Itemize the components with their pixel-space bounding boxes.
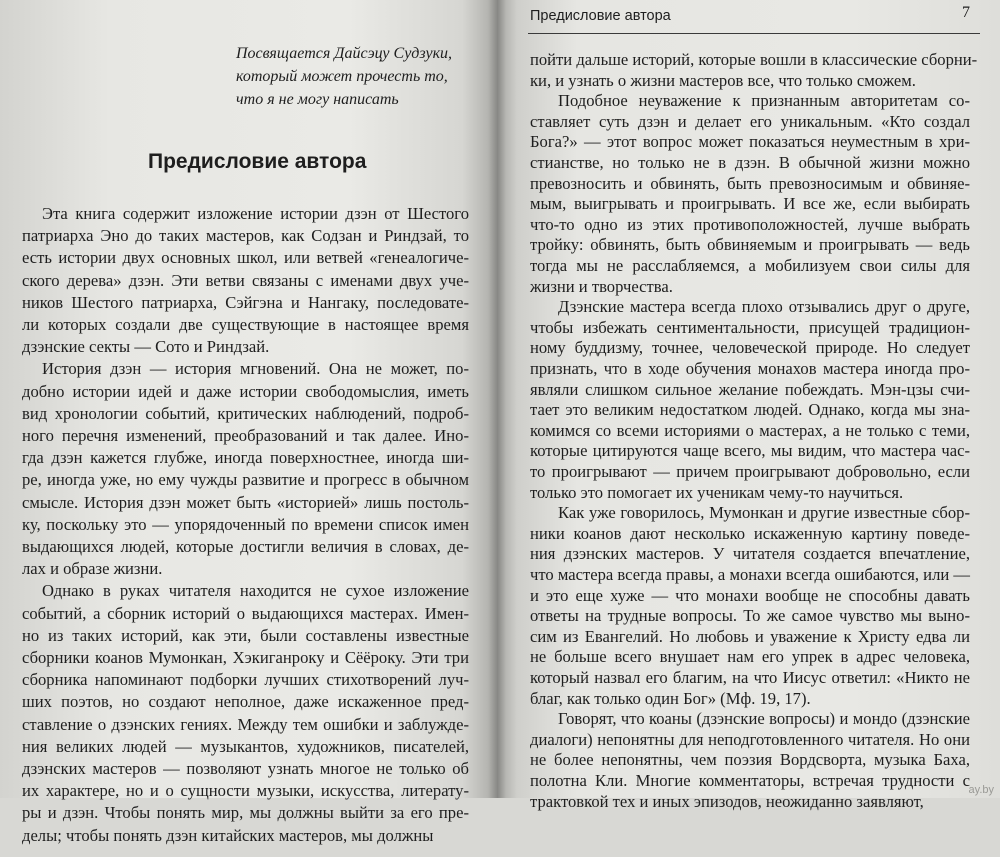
right-body-text <box>530 49 978 821</box>
text-line: ки, и узнать о жизни мастеров все, что только сможем. <box>530 70 916 90</box>
text-line: что-то одно из этих противоположностей, лучше выбрать <box>530 214 970 234</box>
chapter-title: Предисловие автора <box>148 150 367 173</box>
text-line: История дзэн — история мгновений. Она не может, по- <box>42 359 469 379</box>
text-line: благ, как только один Бог» (Мф. 19, 17). <box>530 688 811 708</box>
text-line: Как уже говорилось, Мумонкан и другие известные сбор- <box>558 503 970 523</box>
text-line: мым, выигрывать и проигрывать. И все же, если выбирать <box>530 194 970 214</box>
text-line: являли слишком сильное желание побеждать. Мэн-цзы счи- <box>530 379 970 399</box>
text-line: только это помогает их ученикам чему-то научиться. <box>530 482 904 502</box>
text-line: жизни и творчества. <box>530 276 673 296</box>
text-line: который назвал его благим, на что Иисус ответил: «Никто не <box>530 668 970 687</box>
text-line: лах и образе жизни. <box>22 559 163 579</box>
text-line: ли которых создали две существующие в настоящее время <box>22 315 469 334</box>
text-line: ку, поскольку это — упорядоченный по времени список имен <box>22 514 469 534</box>
text-line: событий, а сборник историй о выдающихся мастерах. Имен- <box>22 603 469 623</box>
text-line: пойти дальше историй, которые вошли в классические сборни- <box>530 50 978 69</box>
dedication-line: который может прочесть то, <box>236 68 448 85</box>
text-line: превозносить и обвинять, быть превозносимым и обвиняе- <box>530 173 970 193</box>
header-rule <box>528 33 980 34</box>
text-line: добно истории идей и даже истории свободомыслия, иметь <box>22 381 469 401</box>
left-page <box>0 0 497 845</box>
text-line: тройку: обвинять, быть обвиняемым и проигрывать — ведь <box>530 235 970 255</box>
text-line: их характере, но и о сущности музыки, искусства, литерату- <box>22 781 469 801</box>
text-line: сборника напоминают подборки лучших стихотворений луч- <box>22 670 469 690</box>
text-line: сборники коанов Мумонкан, Хэкиганроку и Сёёроку. Эти три <box>22 648 469 667</box>
text-line: ного перечня изменений, преобразований и так далее. Ино- <box>22 426 469 445</box>
text-line: и это еще хуже — что монахи вообще не способны давать <box>530 585 970 605</box>
text-line: ному буддизму, точнее, человеческой природе. Но следует <box>530 338 970 358</box>
text-line: признать, что в ходе обучения монахов мастера иногда про- <box>530 359 970 378</box>
text-line: ры и дзэн. Чтобы понять мир, мы должны выйти за его пре- <box>22 803 469 823</box>
left-body-text <box>22 203 469 857</box>
text-line: ре, иногда уже, но ему чужды развитие и прогресс в обычном <box>22 470 469 490</box>
text-line: стианстве, но только не в дзэн. В обычной жизни можно <box>530 153 970 172</box>
text-line: Однако в руках читателя находится не сухое изложение <box>42 581 469 601</box>
text-line: смысле. История дзэн может быть «историей» лишь постоль- <box>22 492 469 512</box>
dedication-line: Посвящается Дайсэцу Судзуки, <box>236 45 453 62</box>
text-line: чтобы избежать сентиментальности, присущей традицион- <box>530 317 970 337</box>
text-line: Говорят, что коаны (дзэнские вопросы) и мондо (дзэнские <box>558 709 970 729</box>
text-line: ставляет суть дзэн и делает его уникальным. «Кто создал <box>530 111 970 131</box>
text-line: дзэнских мастеров — позволяют узнать многое не только об <box>22 759 469 778</box>
text-line: трактовкой тех и иных эпизодов, неожиданно заявляют, <box>530 791 924 811</box>
dedication-line: что я не могу написать <box>236 91 399 108</box>
text-line: ответы на трудные вопросы. То же самое чувство мы выно- <box>530 606 970 626</box>
text-line: ников Шестого патриарха, Сэйгэна и Нангаку, последовате- <box>22 292 469 312</box>
text-line: диалоги) непонятны для неподготовленного читателя. Но они <box>530 729 970 749</box>
text-line: Дзэнские мастера всегда плохо отзывались друг о друге, <box>558 297 970 317</box>
text-line: полотна Кли. Многие комментаторы, встречая трудности с <box>530 771 970 790</box>
text-line: то проигрывают — причем проигрывают добровольно, если <box>530 462 970 481</box>
text-line: тогда мы не расслабляемся, а мобилизуем свои силы для <box>530 256 970 275</box>
text-line: ния дзэнских мастеров. У читателя создается впечатление, <box>530 544 970 564</box>
text-line: которые цитируются чаще всего, мы видим, что мастера час- <box>530 441 970 461</box>
text-line: есть истории двух основных школ, или ветвей «генеалогиче- <box>22 248 469 268</box>
text-line: ского дерева» дзэн. Эти ветви связаны с именами двух уче- <box>22 270 469 290</box>
text-line: не более непонятны, чем поэзия Вордсворта, музыка Баха, <box>530 750 970 770</box>
text-line: не больше всего внушает нам его упрек в адрес человека, <box>530 647 970 667</box>
text-line: выдающихся людей, которые достигли величия в словах, де- <box>22 537 469 556</box>
text-line: ставление о дзэнских гениях. Между тем ошибки и заблужде- <box>22 714 469 734</box>
text-line: дзэнские секты — Сото и Риндзай. <box>22 337 270 357</box>
text-line: Бога?» — этот вопрос может показаться неуместным в хри- <box>530 132 970 152</box>
text-line: делы; чтобы понять дзэн китайских мастеров, мы должны <box>22 825 434 845</box>
text-line: гда дзэн кажется глубже, иногда поверхностнее, иногда ши- <box>22 448 469 468</box>
text-line: комимся со всеми историями о мастерах, а не только с теми, <box>530 420 970 440</box>
watermark: ay.by <box>968 784 994 796</box>
text-line: тает это великим недостатком людей. Однако, когда мы зна- <box>530 400 970 420</box>
text-line: Эта книга содержит изложение истории дзэн от Шестого <box>42 204 469 223</box>
text-line: ших поэтов, но создают неполное, даже искаженное пред- <box>22 692 469 712</box>
text-line: вид хронологии событий, критических наблюдений, подроб- <box>22 403 469 423</box>
text-line: Подобное неуважение к признанным авторитетам со- <box>558 91 970 111</box>
text-line: ния великих людей — музыкантов, художников, писателей, <box>22 736 469 756</box>
text-line: патриарха Эно до таких мастеров, как Содзан и Риндзай, то <box>22 226 469 246</box>
text-line: сим из Евангелий. Но любовь и уважение к Христу едва ли <box>530 626 970 646</box>
running-head: Предисловие автора <box>530 8 671 24</box>
text-line: что мастера всегда правы, а монахи всегда ошибаются, или — <box>530 565 970 584</box>
text-line: ники коанов дают несколько искаженную картину поведе- <box>530 523 970 543</box>
page-number: 7 <box>962 4 970 21</box>
text-line: но из таких историй, как эти, были составлены известные <box>22 625 469 645</box>
